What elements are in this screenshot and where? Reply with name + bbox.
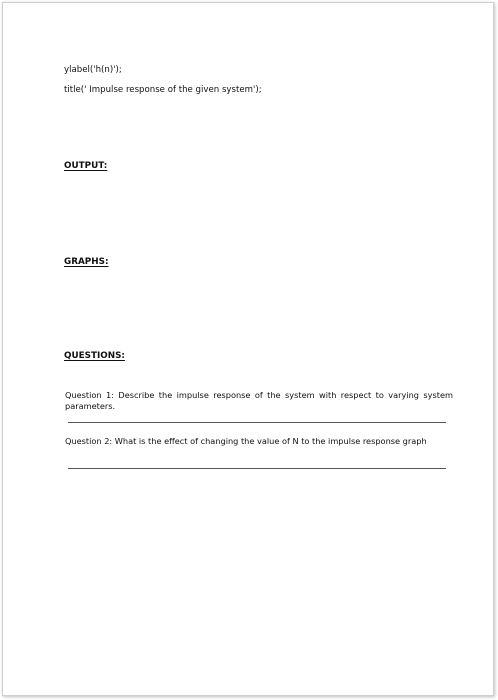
questions-heading: QUESTIONS: [64, 351, 125, 361]
answer-line-2 [68, 468, 446, 469]
graphs-heading: GRAPHS: [64, 257, 109, 267]
question-2: Question 2: What is the effect of changing the value of N to the impulse response graph [65, 436, 427, 446]
code-line-title: title(' Impulse response of the given system'); [64, 85, 262, 95]
answer-line-1 [68, 422, 446, 423]
document-page [2, 2, 494, 696]
question-1: Question 1: Describe the impulse response of the system with respect to varying system parameters. [65, 390, 453, 411]
output-heading: OUTPUT: [64, 161, 108, 171]
code-line-ylabel: ylabel('h(n)'); [64, 65, 122, 75]
